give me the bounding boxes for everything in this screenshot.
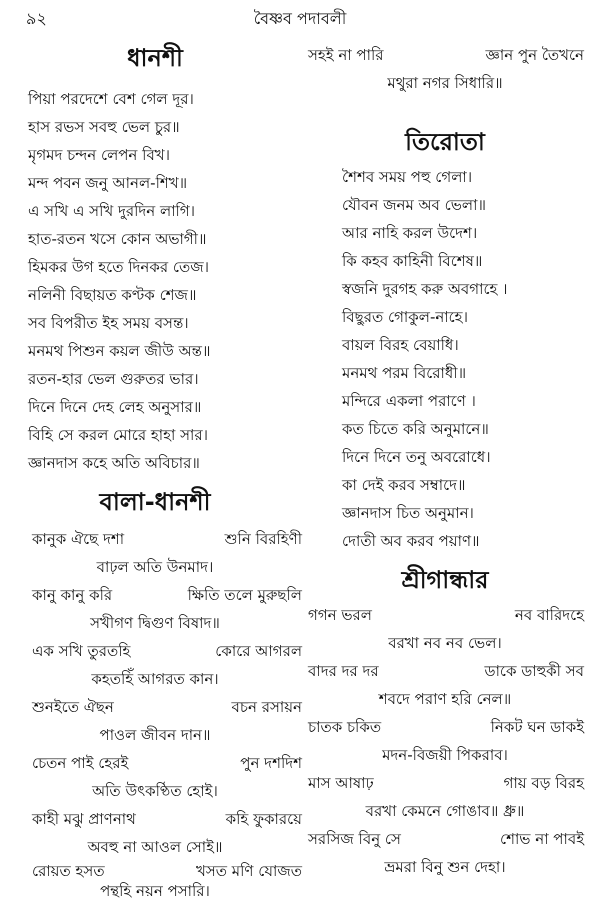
stanza-part-c: কহতহিঁ আগরত কান। [91, 670, 219, 688]
stanza-part-c: বরখা নব নব ভেল। [388, 634, 502, 652]
stanza-part-a: চাতক চকিত [308, 718, 382, 736]
verse-line: কত চিতে করি অনুমানে॥ [342, 420, 489, 438]
page-number: ৯২ [26, 9, 47, 28]
stanza-part-c: অবহু না আওল সোই॥ [87, 838, 223, 856]
heading-dhanashi: ধানশী [127, 44, 183, 72]
verse-line: জ্ঞানদাস চিত অনুমান। [342, 504, 474, 522]
stanza-part-a: সরসিজ বিনু সে [308, 830, 401, 848]
verse-line: এ সখি এ সখি দুরদিন লাগি। [28, 202, 196, 220]
verse-line: জ্ঞানদাস কহে অতি অবিচার॥ [28, 454, 200, 472]
verse-line: মনমথ পিশুন কয়ল জীউ অন্ত॥ [28, 342, 211, 360]
stanza-part-b: জ্ঞান পুন তৈখনে [485, 46, 584, 64]
verse-line: স্বজনি দুরগহ করু অবগাহে । [342, 280, 508, 298]
verse-line: বিছুরত গোকুল-নাহে। [342, 308, 468, 326]
stanza-part-a: কানু কানু করি [32, 586, 113, 604]
stanza-part-a: গগন ভরল [308, 606, 372, 624]
verse-line: কা দেই করব সম্বাদে॥ [342, 476, 466, 494]
stanza-part-a: রোয়ত হসত [32, 862, 105, 880]
verse-line: বায়ল বিরহ বেয়াধি। [342, 336, 459, 354]
verse-line: কি কহব কাহিনী বিশেষ॥ [342, 252, 483, 270]
stanza-part-b: শুনি বিরহিণী [224, 530, 302, 548]
verse-line: দিনে দিনে তনু অবরোধে। [342, 448, 491, 466]
stanza-part-b: গায় বড় বিরহ [503, 774, 584, 792]
stanza-part-a: এক সখি তুরতহি [32, 642, 131, 660]
stanza-part-b: পুন দশদিশ [240, 754, 302, 772]
verse-line: হাত-রতন খসে কোন অভাগী॥ [28, 230, 207, 248]
stanza-part-c: বরখা কেমনে গোঙাব॥ ধ্রু॥ [365, 802, 525, 820]
stanza-part-b: খসত মণি যোজত [196, 862, 302, 880]
verse-line: নলিনী বিছায়ত কণ্টক শেজ॥ [28, 286, 197, 304]
stanza-part-b: শোভ না পাবই [499, 830, 584, 848]
stanza-part-c: পন্থহি নয়ন পসারি। [100, 882, 210, 900]
stanza-part-b: কহি ফুকারয়ে [225, 810, 302, 828]
stanza-part-b: ডাকে ডাহুকী সব [484, 662, 584, 680]
stanza-part-c: মথুরা নগর সিধারি॥ [387, 74, 503, 92]
stanza-part-a: মাস আষাঢ় [308, 774, 374, 792]
stanza-part-b: ক্ষিতি তলে মুরুছলি [187, 586, 302, 604]
verse-line: মৃগমদ চন্দন লেপন বিখ। [28, 146, 171, 164]
verse-line: মন্দিরে একলা পরাণে । [342, 392, 476, 410]
heading-bala-dhanashi: বালা-ধানশী [99, 488, 211, 516]
heading-tirota: তিরোতা [405, 128, 485, 156]
stanza-part-b: বচন রসায়ন [231, 698, 302, 716]
stanza-part-c: শবদে পরাণ হরি নেল॥ [378, 690, 512, 708]
verse-line: হিমকর উগ হতে দিনকর তেজ। [28, 258, 209, 276]
verse-line: দোতী অব করব পয়াণ॥ [342, 532, 480, 550]
stanza-part-c: ভ্রমরা বিনু শুন দেহা। [384, 858, 506, 876]
verse-line: যৌবন জনম অব ভেলা॥ [342, 196, 486, 214]
verse-line: মনমথ পরম বিরোধী॥ [342, 364, 467, 382]
verse-line: আর নাহি করল উদেশ। [342, 224, 478, 242]
verse-line: পিয়া পরদেশে বেশ গেল দূর। [28, 90, 194, 108]
stanza-part-a: কানুক ঐছে দশা [32, 530, 125, 548]
verse-line: দিনে দিনে দেহ লেহ অনুসার॥ [28, 398, 202, 416]
verse-line: মন্দ পবন জনু আনল-শিখ॥ [28, 174, 188, 192]
verse-line: সব বিপরীত ইহ সময় বসন্ত। [28, 314, 189, 332]
stanza-part-a: শুনইতে ঐছন [32, 698, 114, 716]
stanza-part-c: অতি উৎকণ্ঠিত হোই। [92, 782, 218, 800]
stanza-part-b: নিকট ঘন ডাকই [490, 718, 584, 736]
heading-shrigandhar: শ্রীগান্ধার [401, 566, 489, 594]
stanza-part-c: বাঢ়ল অতি উনমাদ। [96, 558, 214, 576]
verse-line: হাস রভস সবহু ভেল চুর॥ [28, 118, 180, 136]
stanza-part-b: নব বারিদহে [514, 606, 584, 624]
stanza-part-c: সখীগণ দ্বিগুণ বিষাদ॥ [90, 614, 220, 632]
stanza-part-a: চেতন পাই হেরই [32, 754, 129, 772]
verse-line: বিহি সে করল মোরে হাহা সার। [28, 426, 208, 444]
stanza-part-c: মদন-বিজয়ী পিকরাব। [382, 746, 508, 764]
stanza-part-a: বাদর দর দর [308, 662, 379, 680]
stanza-part-a: সহই না পারি [308, 46, 384, 64]
stanza-part-a: কাহী মঝু প্রাণনাথ [32, 810, 136, 828]
stanza-part-b: কোরে আগরল [215, 642, 302, 660]
verse-line: শৈশব সময় পহু গেলা। [342, 168, 473, 186]
running-header: বৈষ্ণব পদাবলী [253, 9, 347, 28]
verse-line: রতন-হার ভেল গুরুতর ভার। [28, 370, 199, 388]
stanza-part-c: পাওল জীবন দান॥ [99, 726, 211, 744]
